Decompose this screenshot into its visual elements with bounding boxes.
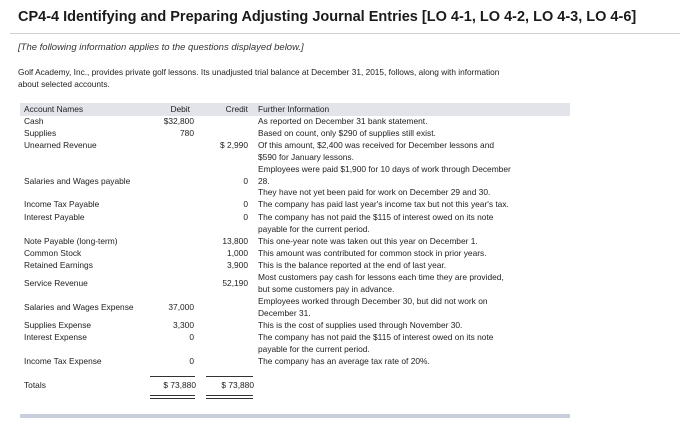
further-information-line: The company has not paid the $115 of interest owed on its note	[258, 332, 494, 342]
credit-amount: 0	[243, 212, 248, 222]
intro-paragraph: Golf Academy, Inc., provides private golf lessons. Its unadjusted trial balance at December 31, 2015, follows, along with information about selected accounts.	[18, 67, 500, 89]
totals-debit: $ 73,880	[163, 380, 196, 390]
totals-label: Totals	[24, 380, 46, 390]
account-name: Common Stock	[24, 248, 82, 258]
further-information-line: December 31.	[258, 307, 311, 318]
debit-amount: 3,300	[173, 320, 194, 330]
further-information-line: The company has paid last year's income tax but not this year's tax.	[258, 199, 509, 209]
account-name: Interest Expense	[24, 332, 87, 342]
credit-amount: 13,800	[222, 236, 248, 246]
credit-amount: 0	[243, 199, 248, 209]
title-divider	[10, 33, 680, 34]
further-information-line: payable for the current period.	[258, 223, 370, 234]
debit-amount: 0	[189, 332, 194, 342]
further-information-line: As reported on December 31 bank statement.	[258, 116, 428, 126]
header-credit: Credit	[225, 104, 248, 114]
totals-credit: $ 73,880	[221, 380, 254, 390]
account-name: Income Tax Payable	[24, 199, 100, 209]
further-information-line: The company has not paid the $115 of interest owed on its note	[258, 212, 494, 222]
page-title: CP4-4 Identifying and Preparing Adjusting Journal Entries [LO 4-1, LO 4-2, LO 4-3, LO 4-6]	[18, 9, 637, 25]
debit-amount: 37,000	[168, 302, 194, 312]
account-name: Service Revenue	[24, 278, 88, 288]
credit-amount: 52,190	[222, 278, 248, 288]
further-information-line: $590 for January lessons.	[258, 151, 354, 162]
further-information-line: Employees worked through December 30, but did not work on	[258, 296, 488, 306]
header-further-information: Further Information	[258, 104, 330, 114]
debit-amount: $32,800	[163, 116, 194, 126]
further-information-line: Employees were paid $1,900 for 10 days of work through December	[258, 164, 511, 174]
account-name: Note Payable (long-term)	[24, 236, 118, 246]
account-name: Salaries and Wages payable	[24, 176, 131, 186]
debit-amount: 780	[180, 128, 194, 138]
further-information-line: Most customers pay cash for lessons each time they are provided,	[258, 272, 504, 282]
further-information-line: The company has an average tax rate of 20%.	[258, 356, 430, 366]
further-information-line: 28.	[258, 175, 270, 186]
header-account-names: Account Names	[24, 104, 84, 114]
further-information-line: payable for the current period.	[258, 343, 370, 354]
further-information-line: This amount was contributed for common stock in prior years.	[258, 248, 487, 258]
further-information-line: Of this amount, $2,400 was received for December lessons and	[258, 140, 495, 150]
account-name: Supplies	[24, 128, 57, 138]
debit-double-rule-2	[150, 398, 195, 399]
account-name: Salaries and Wages Expense	[24, 302, 134, 312]
account-name: Income Tax Expense	[24, 356, 102, 366]
header-debit: Debit	[170, 104, 190, 114]
further-information-line: This is the cost of supplies used through November 30.	[258, 320, 463, 330]
account-name: Unearned Revenue	[24, 140, 97, 150]
context-note: [The following information applies to the questions displayed below.]	[18, 42, 304, 53]
credit-double-rule-2	[206, 398, 253, 399]
further-information-line: This one-year note was taken out this year on December 1.	[258, 236, 478, 246]
credit-total-rule	[206, 376, 253, 377]
account-name: Supplies Expense	[24, 320, 92, 330]
credit-amount: 0	[243, 176, 248, 186]
credit-amount: $ 2,990	[220, 140, 248, 150]
credit-double-rule-1	[206, 395, 253, 396]
account-name: Cash	[24, 116, 44, 126]
further-information-line: but some customers pay in advance.	[258, 283, 395, 294]
further-information-line: Based on count, only $290 of supplies still exist.	[258, 128, 436, 138]
account-name: Retained Earnings	[24, 260, 93, 270]
debit-amount: 0	[189, 356, 194, 366]
further-information-line: They have not yet been paid for work on December 29 and 30.	[258, 187, 491, 198]
credit-amount: 1,000	[227, 248, 248, 258]
credit-amount: 3,900	[227, 260, 248, 270]
bottom-separator	[20, 414, 570, 418]
account-name: Interest Payable	[24, 212, 85, 222]
debit-total-rule	[150, 376, 195, 377]
debit-double-rule-1	[150, 395, 195, 396]
further-information-line: This is the balance reported at the end of last year.	[258, 260, 447, 270]
